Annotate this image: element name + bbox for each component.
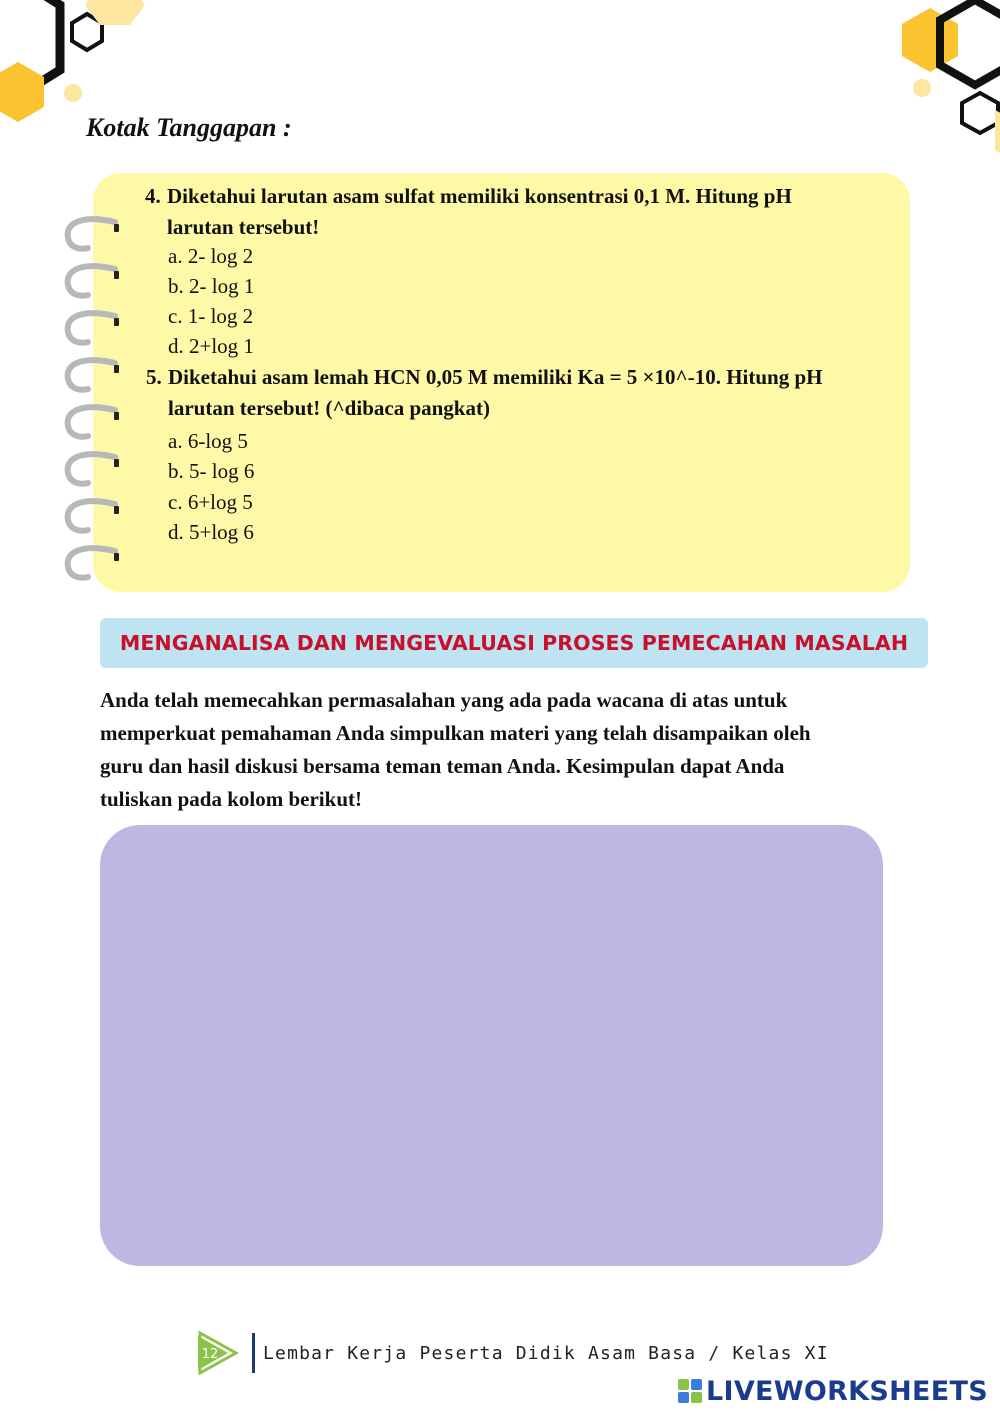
instruction-line-2: memperkuat pemahaman Anda simpulkan materi yang telah disampaikan oleh (100, 721, 811, 745)
question-4-text-line1: Diketahui larutan asam sulfat memiliki konsentrasi 0,1 M. Hitung pH (167, 184, 792, 208)
hexagon-outline-small-right (962, 93, 998, 133)
question-5-number: 5. (146, 365, 162, 389)
question-5 (146, 362, 896, 424)
page-number-badge-icon (196, 1330, 240, 1376)
section-banner (100, 618, 928, 668)
question-5-text-line1: Diketahui asam lemah HCN 0,05 M memiliki Ka = 5 ×10^-10. Hitung pH (168, 365, 823, 389)
instruction-line-1: Anda telah memecahkan permasalahan yang ada pada wacana di atas untuk (100, 688, 788, 712)
liveworksheets-watermark (678, 1374, 988, 1408)
response-box-title: Kotak Tanggapan : (86, 113, 292, 142)
page-footer (196, 1330, 896, 1376)
dot-yellow-right (913, 79, 931, 97)
spiral-binding-icon (60, 210, 130, 590)
question-4 (145, 181, 885, 243)
question-5-option-a[interactable]: a. 6-log 5 (168, 429, 248, 453)
question-4-text-line2: larutan tersebut! (167, 215, 320, 239)
hexagon-outline-small-left (72, 14, 102, 50)
hexagon-decoration (0, 0, 1000, 200)
question-4-option-b[interactable]: b. 2- log 1 (168, 274, 255, 298)
instruction-line-4: tuliskan pada kolom berikut! (100, 787, 362, 811)
hexagon-yellow-left (0, 62, 44, 122)
instruction-paragraph (100, 684, 900, 816)
question-4-option-a[interactable]: a. 2- log 2 (168, 244, 254, 268)
hexagon-outline-large-left (0, 0, 60, 95)
hexagon-yellow-edge (995, 110, 1000, 160)
question-4-option-c[interactable]: c. 1- log 2 (168, 304, 254, 328)
question-5-option-d[interactable]: d. 5+log 6 (168, 520, 254, 544)
question-4-option-d[interactable]: d. 2+log 1 (168, 334, 254, 358)
question-5-text-line2: larutan tersebut! (^dibaca pangkat) (168, 396, 490, 420)
footer-text: Lembar Kerja Peserta Didik Asam Basa / Kelas XI (263, 1342, 829, 1364)
hexagon-yellow-top (85, 0, 145, 25)
question-5-option-b[interactable]: b. 5- log 6 (168, 459, 255, 483)
liveworksheets-logo-icon (678, 1379, 702, 1403)
conclusion-answer-box[interactable] (100, 825, 883, 1266)
question-5-option-c[interactable]: c. 6+log 5 (168, 490, 253, 514)
footer-divider (252, 1333, 255, 1373)
dot-yellow-left (64, 84, 82, 102)
instruction-line-3: guru dan hasil diskusi bersama teman teman Anda. Kesimpulan dapat Anda (100, 754, 785, 778)
page-number: 12 (201, 1347, 219, 1362)
question-4-number: 4. (145, 184, 161, 208)
section-banner-title: MENGANALISA DAN MENGEVALUASI PROSES PEMECAHAN MASALAH (119, 631, 909, 655)
hexagon-outline-large-right (940, 0, 1000, 85)
liveworksheets-text: LIVEWORKSHEETS (705, 1375, 988, 1407)
hexagon-yellow-right (902, 8, 958, 72)
